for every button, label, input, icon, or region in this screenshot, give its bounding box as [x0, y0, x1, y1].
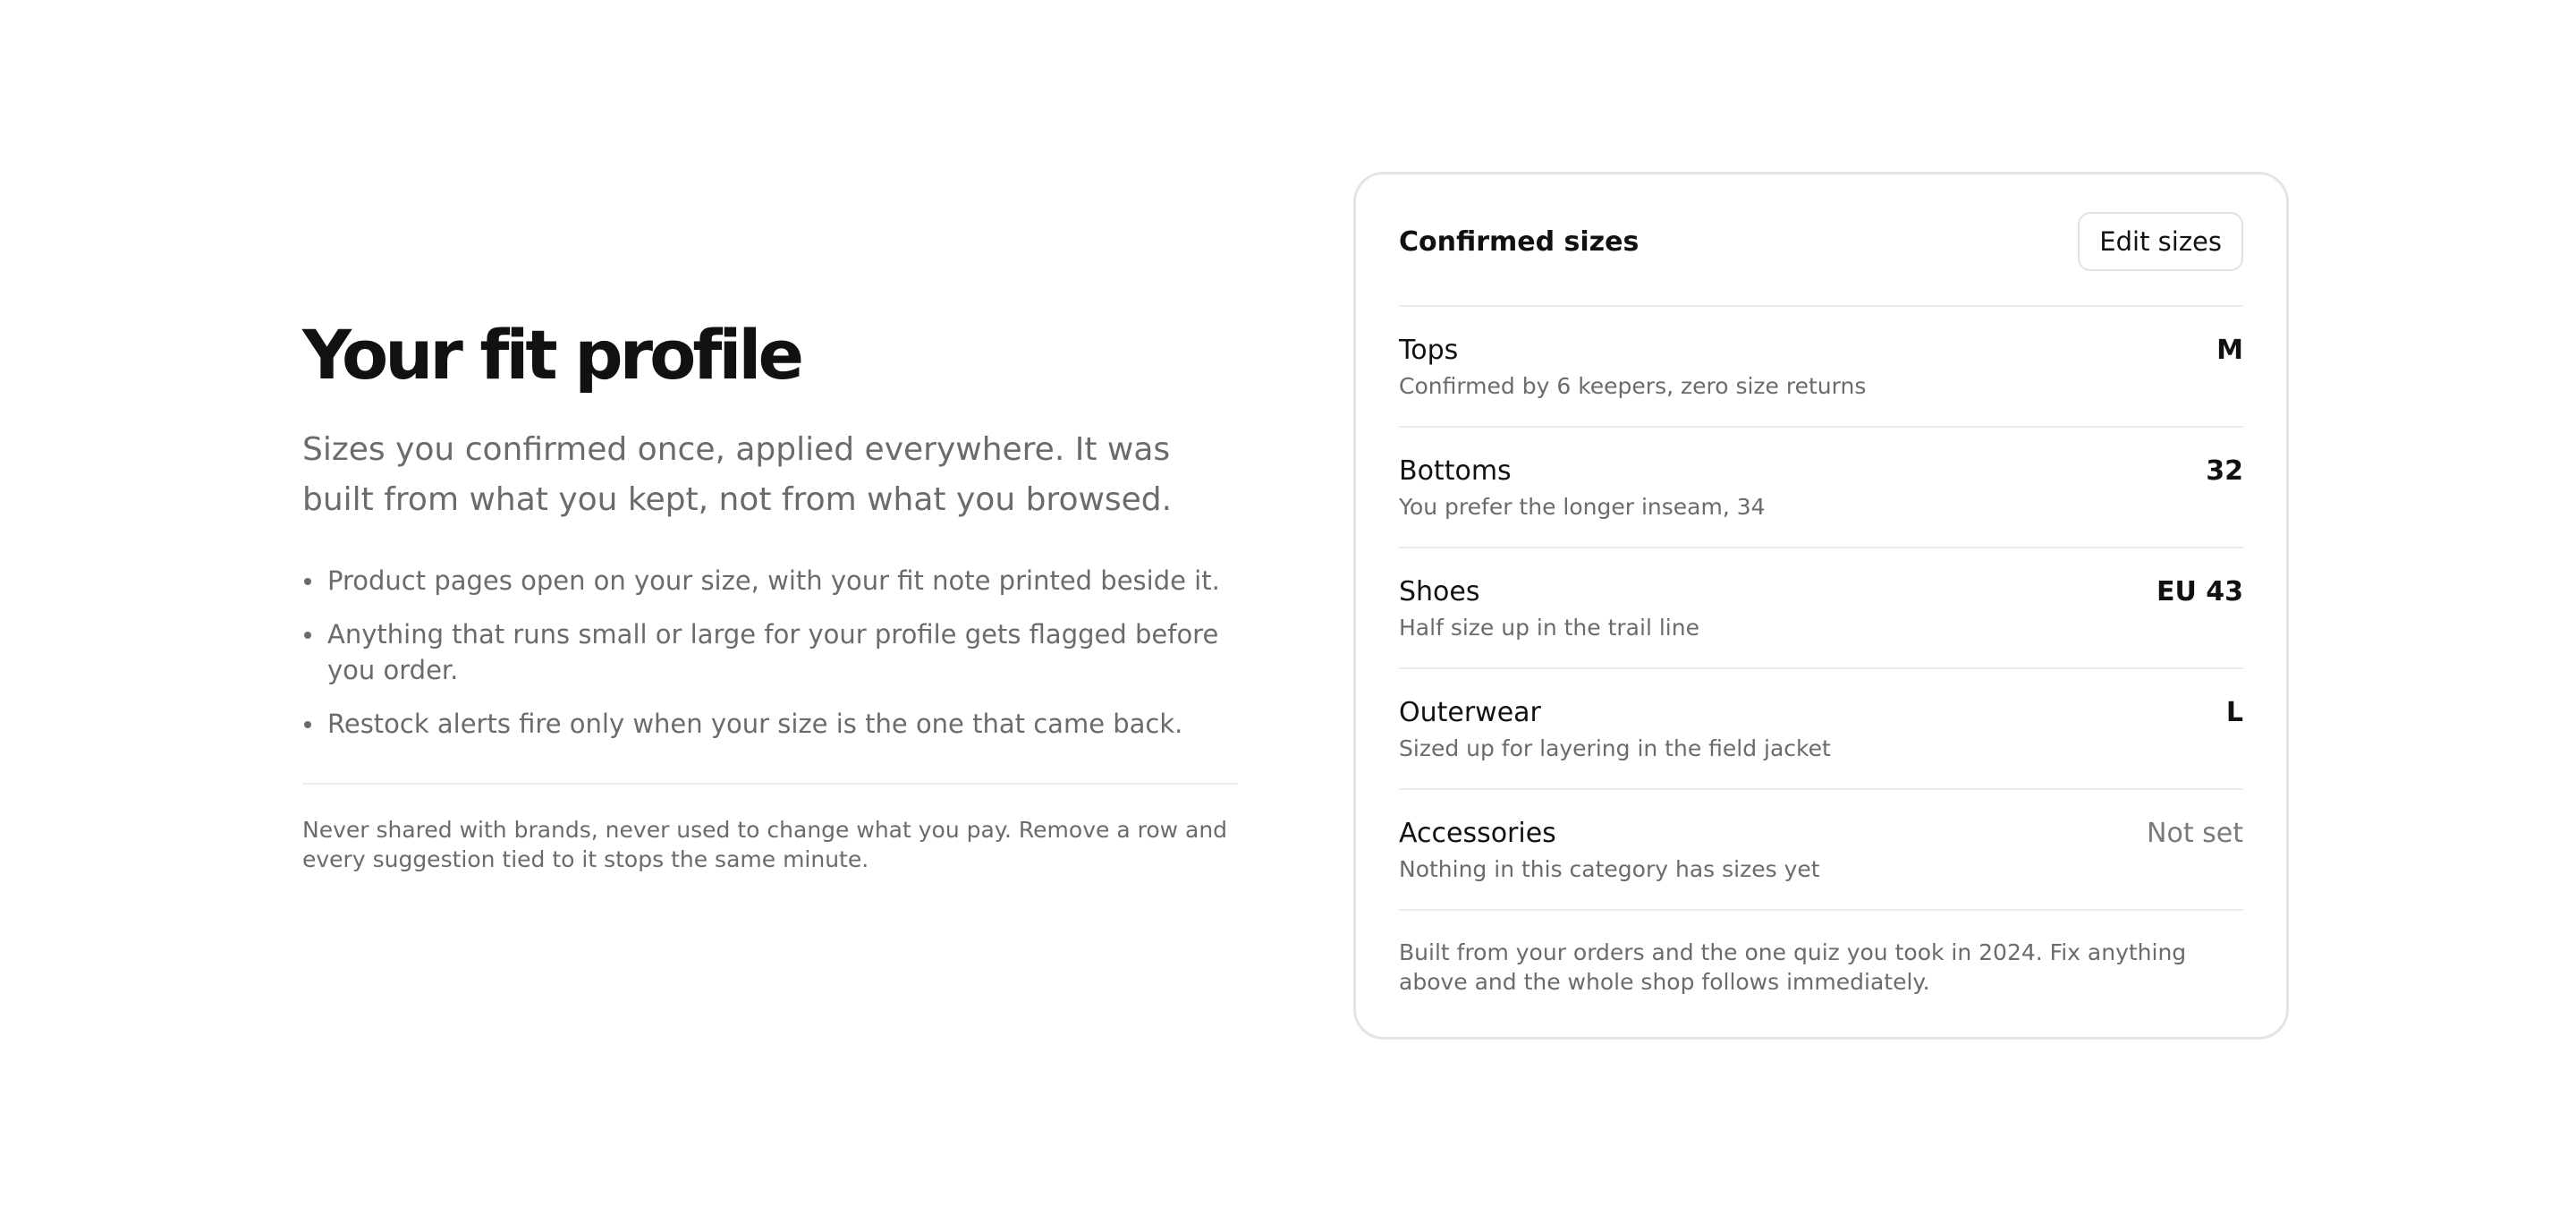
confirmed-sizes-card	[1353, 172, 2289, 1040]
page-title: Your fit profile	[302, 315, 801, 395]
size-row-info	[1399, 817, 1820, 885]
edit-sizes-button[interactable]: Edit sizes	[2078, 212, 2243, 271]
size-category-note: You prefer the longer inseam, 34	[1399, 494, 1766, 520]
size-value: M	[2216, 335, 2243, 366]
bullet-dot-icon	[304, 721, 311, 728]
benefit-item	[302, 616, 1238, 688]
size-category-note: Half size up in the trail line	[1399, 615, 1699, 641]
benefits-list	[302, 563, 1238, 742]
benefit-text: Restock alerts fire only when your size is the one that came back.	[327, 708, 1183, 739]
page-subtitle: Sizes you confirmed once, applied everywhere. It was built from what you kept, not from what you browsed.	[302, 430, 1173, 518]
privacy-note: Never shared with brands, never used to change what you pay. Remove a row and every suggestion tied to it stops the same minute.	[302, 816, 1228, 872]
card-header	[1399, 174, 2243, 307]
benefit-text: Product pages open on your size, with your fit note printed beside it.	[327, 565, 1220, 596]
size-category-name: Accessories	[1399, 818, 1556, 849]
size-row-shoes	[1399, 548, 2243, 669]
card-footer-note: Built from your orders and the one quiz you took in 2024. Fix anything above and the whole shop follows immediately.	[1399, 939, 2187, 995]
benefit-text: Anything that runs small or large for your profile gets flagged before you order.	[327, 618, 1219, 685]
size-row-info	[1399, 575, 1699, 643]
size-category-name: Shoes	[1399, 576, 1480, 607]
bullet-dot-icon	[304, 578, 311, 585]
benefit-item	[302, 706, 1238, 742]
size-category-note: Nothing in this category has sizes yet	[1399, 856, 1820, 882]
benefit-item	[302, 563, 1238, 599]
section-divider	[302, 783, 1238, 785]
size-row-info	[1399, 696, 1831, 764]
size-row-outerwear	[1399, 669, 2243, 790]
fit-profile-intro	[302, 315, 1238, 874]
size-row-info	[1399, 334, 1866, 402]
size-value-unset: Not set	[2147, 818, 2243, 849]
size-category-note: Sized up for layering in the field jacket	[1399, 735, 1831, 761]
bullet-dot-icon	[304, 632, 311, 639]
size-value: L	[2225, 697, 2243, 728]
size-category-name: Tops	[1399, 335, 1459, 366]
size-value: EU 43	[2156, 576, 2243, 607]
size-row-tops	[1399, 307, 2243, 428]
size-row-bottoms	[1399, 428, 2243, 548]
size-category-name: Bottoms	[1399, 455, 1512, 487]
size-value: 32	[2206, 455, 2243, 487]
size-category-note: Confirmed by 6 keepers, zero size returns	[1399, 373, 1867, 399]
size-row-info	[1399, 454, 1766, 522]
size-category-name: Outerwear	[1399, 697, 1541, 728]
size-row-accessories	[1399, 790, 2243, 911]
card-title: Confirmed sizes	[1399, 225, 1640, 258]
